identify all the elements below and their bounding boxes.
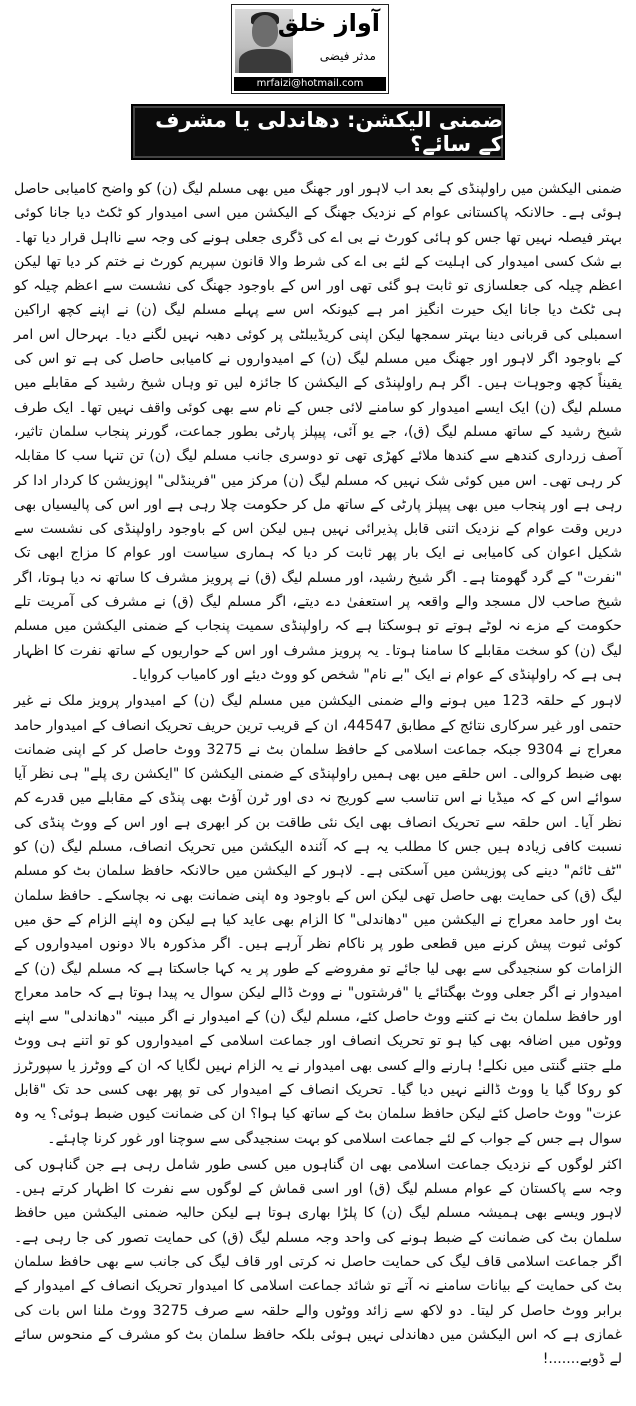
article-paragraph: اکثر لوگوں کے نزدیک جماعت اسلامی بھی ان گناہوں میں کسی طور شامل رہی ہے جن گناہوں کی وجہ سے پاکستان کے عوام مسلم لیگ (ق) اور اسی قماش کے لوگوں سے نفرت کا اظہار کرتے ہیں۔ لاہور ویسے بھی ہمیشہ مسلم لیگ (ن) کا پلڑا بھاری ہوتا ہے لیکن حالیہ ضمنی الیکشن میں حافظ سلمان بٹ کی ضمانت کے ضبط ہونے کی واحد وجہ مسلم لیگ (ق) کی حمایت تصور کی جا رہی ہے۔ اگر جماعت اسلامی قاف لیگ کی حمایت حاصل نہ کرتی اور قاف لیگ کی جانب سے بھی حافظ سلمان بٹ کی حمایت کے بیانات سامنے نہ آتے تو شائد جماعت اسلامی کا امیدوار تحریک انصاف کے امیدوار کے برابر ووٹ حاصل کر لیتا۔ دو لاکھ سے زائد ووٹوں والے حلقہ سے صرف 3275 ووٹ ملنا اس بات کی غمازی ہے کہ اس الیکشن میں دھاندلی نہیں ہوئی بلکہ حافظ سلمان بٹ کو مشرف کے منحوس سائے لے ڈوبے.......! xyxy=(14,1156,622,1368)
article-paragraph: لاہور کے حلقہ 123 میں ہونے والے ضمنی الیکشن میں مسلم لیگ (ن) کے امیدوار پرویز ملک نے غیر حتمی اور غیر سرکاری نتائج کے مطابق 44547، ان کے قریب ترین حریف تحریک انصاف کے امیدوار حامد معراج نے 9304 جبکہ جماعت اسلامی کے حافظ سلمان بٹ نے 3275 ووٹ حاصل کر کے اپنی ضمانت بھی ضبط کروالی۔ اس حلقے میں بھی ہمیں راولپنڈی کے ضمنی الیکشن کا "ایکشن ری پلے" ہی نظر آیا سوائے اس کے کہ میڈیا نے اس تناسب سے کوریج نہ دی اور ٹرن آؤٹ بھی پنڈی کے مقابلے میں قدرے کم نظر آیا۔ اس حلقہ سے تحریک انصاف بھی ایک نئی طاقت بن کر ابھری ہے اور اس کے ووٹ پنڈی کی نسبت کافی زیادہ ہیں جس کا مطلب یہ ہے کہ آئندہ الیکشن میں تحریک انصاف، مسلم لیگ (ن) کو "ٹف ٹائم" دینے کی پوزیشن میں آسکتی ہے۔ لاہور کے الیکشن میں حالانکہ حافظ سلمان بٹ کو مسلم لیگ (ق) کی حمایت بھی حاصل تھی لیکن اس کے باوجود وہ اپنی ضمانت بھی نہ بچاسکے۔ حافظ سلمان بٹ اور حامد معراج نے الیکشن میں "دھاندلی" کا الزام بھی عاید کیا ہے لیکن وہ اپنے الزام کے حق میں کوئی ثبوت پیش کرنے میں قطعی طور پر ناکام نظر آرہے ہیں۔ اگر مذکورہ بالا دونوں امیدواروں کے الزامات کو سنجیدگی سے بھی لیا جائے تو مفروضے کے طور پر یہ کہا جاسکتا ہے کہ مسلم لیگ (ن) کے امیدوار نے اگر جعلی ووٹ بھگتائے یا "فرشتوں" نے ووٹ ڈالے لیکن سوال یہ پیدا ہوتا ہے کہ حامد معراج اور حافظ سلمان بٹ نے کتنے ووٹ حاصل کئے، مسلم لیگ (ن) کے امیدوار نے اگر مبینہ "دھاندلی" سے اپنے ووٹوں میں اضافہ بھی کیا ہو تو تحریک انصاف اور جماعت اسلامی کے امیدواروں کو تو اتنے ہی ووٹ ملے جتنے گنتی میں نکلے! ہارنے والے کسی بھی امیدوار نے یہ الزام نہیں لگایا کہ ان کے ووٹرز یا سپورٹرز کو روکا گیا یا ووٹ ڈالنے نہیں دیا گیا۔ تحریک انصاف کے امیدوار کی تو پھر بھی کسی حد تک "قابل عزت" ووٹ حاصل کئے لیکن حافظ سلمان بٹ کے ساتھ کیا ہوا؟ ان کی ضمانت کیوں ضبط ہوئی؟ یہ وہ سوال ہے جس کے جواب کے لئے جماعت اسلامی کو بہت سنجیدگی سے سوچنا اور غور کرنا چاہئے۔ xyxy=(14,693,623,1147)
article-headline: ضمنی الیکشن: دھاندلی یا مشرف کے سائے؟ xyxy=(131,104,505,160)
article-paragraph: ضمنی الیکشن میں راولپنڈی کے بعد اب لاہور اور جھنگ میں بھی مسلم لیگ (ن) کو واضح کامیابی حاصل ہوئی ہے۔ حالانکہ پاکستانی عوام کے نزدیک جھنگ کے الیکشن میں اسی امیدوار کو ٹکٹ دیا جانا کوئی بہتر فیصلہ نہیں تھا جس کو ہائی کورٹ نے بی اے کی ڈگری جعلی ہونے کی وجہ سے نااہل قرار دیا تھا۔ بے شک کسی امیدوار کی اہلیت کے لئے بی اے کی شرط والا قانون سپریم کورٹ نے ختم کر دیا تھا لیکن اعظم چیلہ کی جعلسازی تو ثابت ہو گئی تھی اور اس کے باوجود جھنگ کی نشست سے اعظم چیلہ کو ہی ٹکٹ دیا جانا ایک حیرت انگیز امر ہے کیونکہ اس سے پہلے مسلم لیگ (ن) نے اپنے کچھ اراکین اسمبلی کی قربانی دینا بہتر سمجھا لیکن اپنی کریڈیبلٹی پر کوئی دھبہ نہیں لگنے دیا۔ بہرحال اس امر کے باوجود اگر لاہور اور جھنگ میں مسلم لیگ (ن) کے امیدواروں نے کامیابی حاصل کی ہے تو اس کی یقیناً کچھ وجوہات ہیں۔ اگر ہم راولپنڈی کے الیکشن کا جائزہ لیں تو وہاں شیخ رشید کے مقابلے میں مسلم لیگ (ن) ایک ایسے امیدوار کو سامنے لائی جس کے نام سے بھی کوئی واقف نہیں تھا۔ ایک طرف شیخ رشید کے ساتھ مسلم لیگ (ق)، جے یو آئی، پیپلز پارٹی بطور جماعت، گورنر پنجاب سلمان تاثیر، آصف زرداری کندھے سے کندھا ملائے کھڑی تھی تو دوسری جانب مسلم لیگ (ن) تن تنہا سب کا مقابلہ کر رہی تھی۔ اس میں کوئی شک نہیں کہ مسلم لیگ (ن) مرکز میں "فرینڈلی" اپوزیشن کا کردار ادا کر رہی ہے اور پنجاب میں بھی پیپلز پارٹی کے ساتھ مل کر حکومت چلا رہی ہے اور اس کی پالیسیاں بھی دریں وقت عوام کے نزدیک اتنی قابل پذیرائی نہیں ہیں لیکن اس کے باوجود راولپنڈی کی نشست سے شکیل اعوان کی کامیابی نے ایک بار پھر ثابت کر دیا کہ ہماری سیاست اور عوام کا مزاج ابھی تک "نفرت" کے گرد گھومتا ہے۔ اگر شیخ رشید، اور مسلم لیگ (ق) نے پرویز مشرف کا ساتھ نہ دیا ہوتا، اگر شیخ صاحب لال مسجد والے واقعہ پر استعفیٰ دے دیتے، اگر مسلم لیگ (ق) نے مشرف کی آمریت تلے حکومت کے مزے نہ لوٹے ہوتے تو ہوسکتا ہے کہ راولپنڈی سمیت پنجاب کے ضمنی الیکشن میں مسلم لیگ (ن) کو سخت مقابلے کا سامنا ہوتا۔ یہ پرویز مشرف اور اس کے حواریوں کے ساتھ نفرت کا اظہار ہی ہے کہ راولپنڈی کے عوام نے ایک "بے نام" شخص کو ووٹ دیئے اور کامیاب کروایا۔ xyxy=(14,181,622,683)
column-masthead xyxy=(231,4,389,94)
author-name: مدثر فیضی xyxy=(319,49,376,63)
article-body xyxy=(14,177,622,1372)
column-name: آواز خلق xyxy=(277,9,380,37)
author-email: mrfaizi@hotmail.com xyxy=(234,77,386,91)
